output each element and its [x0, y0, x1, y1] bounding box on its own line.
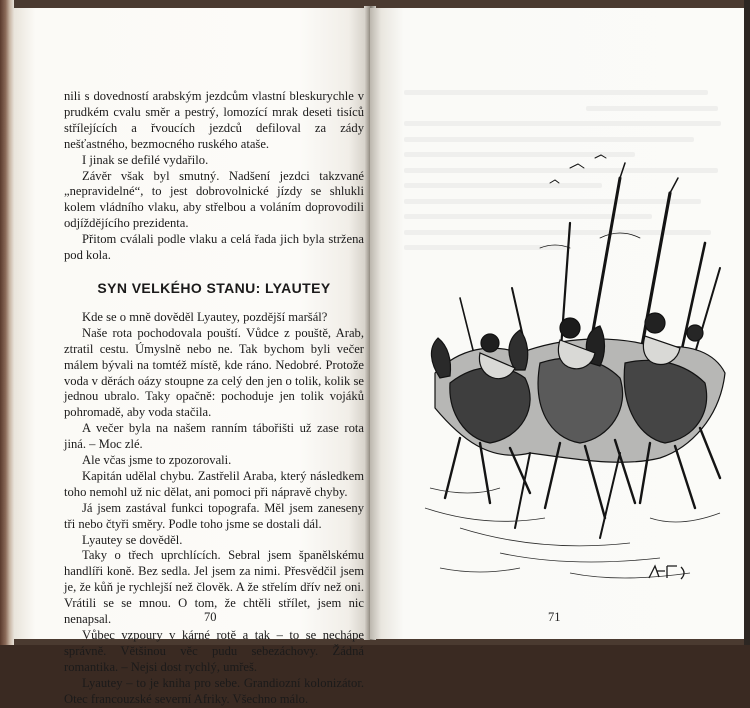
- right-page: [370, 8, 745, 639]
- paragraphs-bottom: [64, 310, 364, 708]
- page-number-left: 70: [204, 610, 217, 624]
- paragraph: Vůbec vzpoury v kárné rotě a tak – to se nechápe správně. Většinou věc pudu sebezáchovy. Žádná romantika. – Nejsi dost rychlý, umřeš.: [64, 628, 364, 674]
- paragraph: Závěr však byl smutný. Nadšení jezdci takzvané „nepravidelné“, to jest dobrovolnické jízdy se shlukli kolem vládního vlaku, aby střelbou a voláním doprovodili odjíždějícího prezidenta.: [64, 168, 364, 231]
- paragraph: nili s dovedností arabským jezdcům vlastní bleskurychle v prudkém cvalu směr a pestrý, lomozící mrak deseti tisíců střílejících a řvoucích jezdců defiloval za zády nešťastného, bezmocného ruského ataše.: [64, 89, 364, 151]
- paragraph: Lyautey – to je kniha pro sebe. Grandiozní kolonizátor. Otec francouzské severní Afriky. Všechno málo.: [64, 675, 364, 706]
- scan-edge: [744, 0, 750, 645]
- paragraph: Lyautey se dověděl.: [82, 532, 183, 547]
- paragraphs-top: [64, 89, 364, 264]
- paragraph: Kde se o mně dověděl Lyautey, pozdější maršál?: [82, 309, 328, 324]
- paragraph: Naše rota pochodovala pouští. Vůdce z pouště, Arab, ztratil cestu. Úmyslně nebo ne. Tak bychom byli večer málem bývali na tomtéž místě, kde ráno. Nedobré. Protože voda v děrách oázy stoupne za celý den jen o tolik, kolik se jednou ubralo. Taky opačně: pochoduje jen tolik vojáků pohromadě, aby voda stačila.: [64, 325, 364, 420]
- paragraph: Taky o třech uprchlících. Sebral jsem španělskému handlíři koně. Bez sedla. Jel jsem za nimi. Přesvědčil jsem je, že kůň je rychlejší než člověk. A že střelím dřív než oni. Vrátili se se mnou. O tom, že chtěli střílet, jsem nic nenapsal.: [64, 548, 364, 627]
- left-page: [14, 8, 370, 706]
- paragraph: Kapitán udělal chybu. Zastřelil Araba, který následkem toho nemohl už nic dělat, ani pomoci při nápravě chyby.: [64, 468, 364, 499]
- paragraph: A večer byla na našem ranním tábořišti už zase rota jiná. – Moc zlé.: [64, 421, 364, 452]
- book-edge: [0, 0, 14, 645]
- paragraph: Já jsem zastával funkci topografa. Měl jsem zaneseny tři nebo čtyři směry. Podle toho jsme se dostali dál.: [64, 500, 364, 531]
- chapter-heading: SYN VELKÉHO STANU: LYAUTEY: [97, 279, 331, 296]
- paragraph: I jinak se defilé vydařilo.: [82, 152, 209, 167]
- horsemen-illustration: [420, 108, 730, 598]
- illustrator-signature: [645, 563, 695, 583]
- page-number-right: 71: [548, 610, 561, 624]
- paragraph: Ale včas jsme to zpozorovali.: [82, 453, 232, 468]
- paragraph: Přitom cválali podle vlaku a celá řada jich byla stržena pod kola.: [64, 232, 364, 263]
